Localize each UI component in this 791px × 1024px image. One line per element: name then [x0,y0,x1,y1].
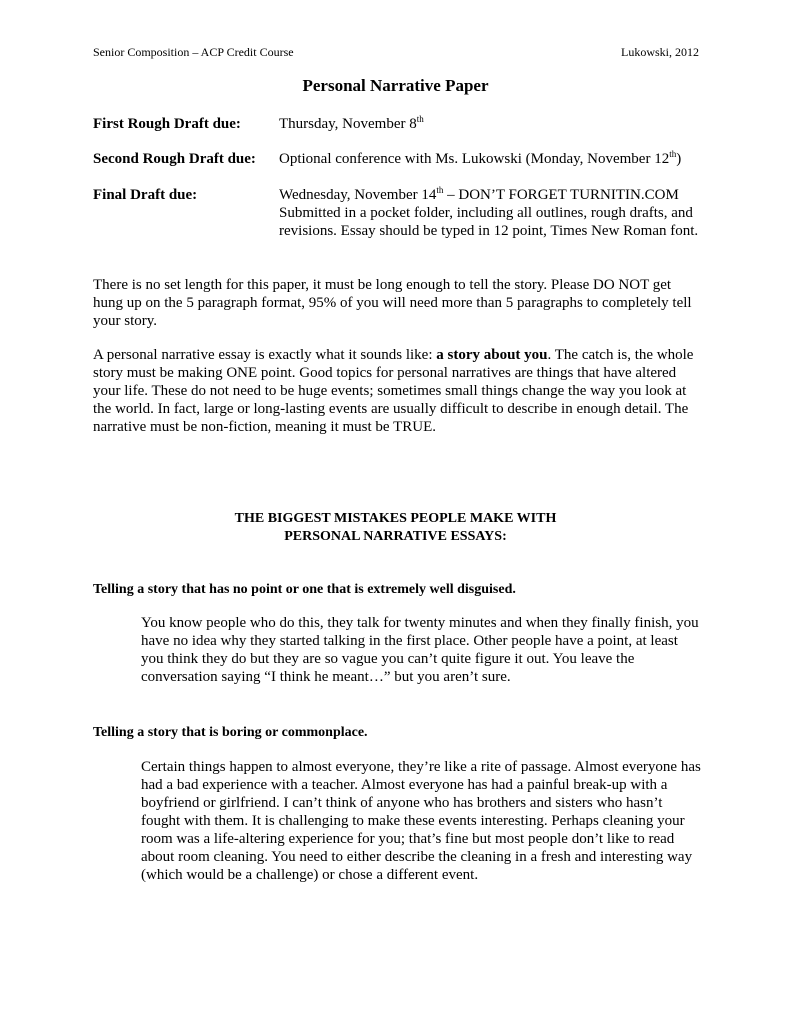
mistake-body: You know people who do this, they talk for twenty minutes and when they finally finish, you have no idea why they started talking in the first place. Other people have a point, at least you think they do but they are so vague you can’t quite figure it out. You leave the conversation saying “I think he meant…” but you aren’t sure. [141,615,699,685]
deadline-value: Wednesday, November 14th – DON’T FORGET TURNITIN.COM Submitted in a pocket folder, including all outlines, rough drafts, and revisions. Essay should be typed in 12 point, Times New Roman font. [279,185,699,239]
deadline-label: First Rough Draft due: [93,116,241,132]
header-course: Senior Composition – ACP Credit Course [93,45,294,59]
deadline-value: Thursday, November 8th [279,114,424,132]
page-title: Personal Narrative Paper [302,76,489,95]
deadline-extra-note: Submitted in a pocket folder, including all outlines, rough drafts, and revisions. Essay should be typed in 12 point, Times New Roman font. [279,205,699,239]
deadline-label: Second Rough Draft due: [93,151,256,167]
deadline-value: Optional conference with Ms. Lukowski (Monday, November 12th) [279,149,682,167]
deadline-label: Final Draft due: [93,187,198,203]
mistake-body: Certain things happen to almost everyone, they’re like a rite of passage. Almost everyone has had a bad experience with a teacher. Almost everyone has had a painful break-up with a boyfriend or girlfriend. I can’t think of anyone who has brothers and sisters who hasn’t fought with them. It is challenging to make these events interesting. Perhaps cleaning your room was a life-altering experience for you; that’s fine but most people don’t like to read about room cleaning. You need to either describe the cleaning in a fresh and interesting way (which would be a challenge) or chose a different event. [141,759,701,883]
header-author-year: Lukowski, 2012 [621,45,699,59]
mistake-title: Telling a story that is boring or commonplace. [93,725,368,740]
narrative-paragraph: A personal narrative essay is exactly what it sounds like: a story about you. The catch is, the whole story must be making ONE point. Good topics for personal narratives are things that have altered your life. These do not need to be huge events; sometimes small things change the way you look at the world. In fact, large or long-lasting events are usually difficult to describe in enough detail. The narrative must be non-fiction, meaning it must be TRUE. [93,347,694,435]
mistakes-heading: THE BIGGEST MISTAKES PEOPLE MAKE WITH PERSONAL NARRATIVE ESSAYS: [234,511,557,544]
length-paragraph: There is no set length for this paper, it must be long enough to tell the story. Please DO NOT get hung up on the 5 paragraph format, 95% of you will need more than 5 paragraphs to completely tell your story. [93,277,692,329]
mistake-title: Telling a story that has no point or one that is extremely well disguised. [93,582,516,597]
